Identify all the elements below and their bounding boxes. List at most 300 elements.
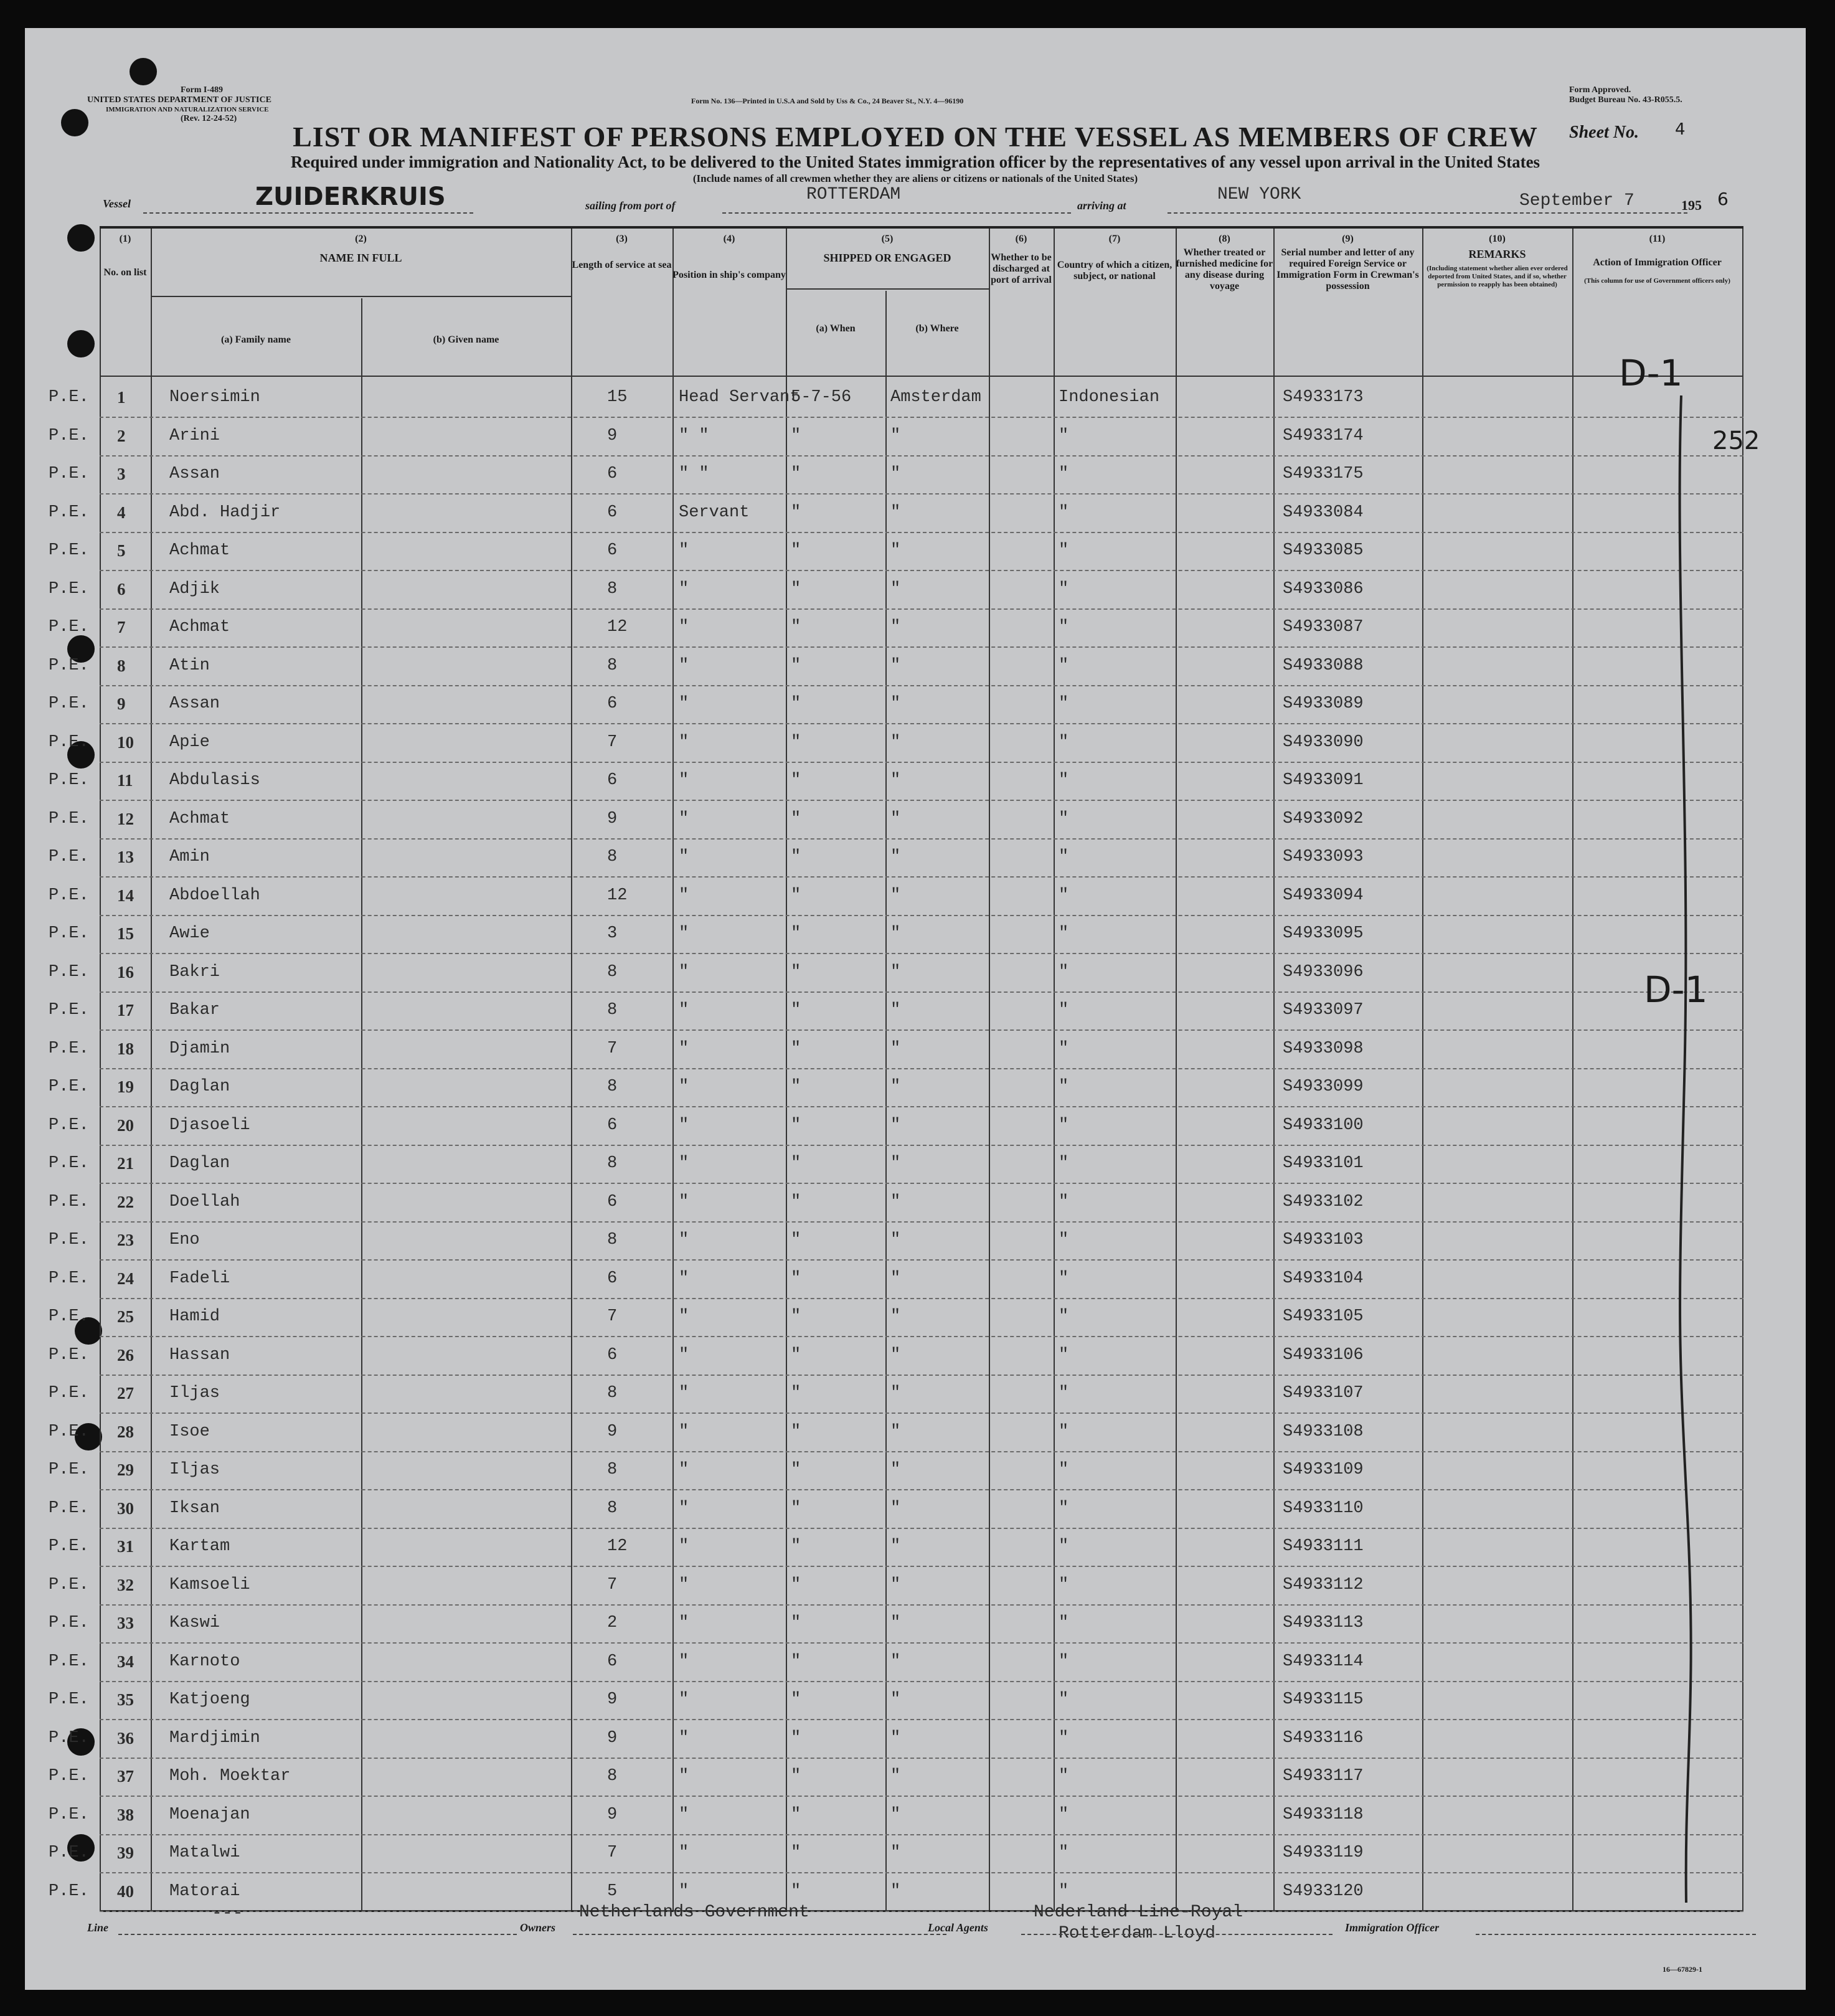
position: " (679, 962, 689, 982)
serial-number: S4933086 (1283, 579, 1364, 599)
table-row (49, 1221, 1743, 1261)
shipped-where: " (890, 1077, 901, 1096)
service-length: 8 (607, 1384, 618, 1403)
vessel-name: ZUIDERKRUIS (255, 182, 446, 211)
serial-number: S4933100 (1283, 1115, 1364, 1135)
shipped-when: " (791, 962, 801, 982)
col-where-header: (b) Where (915, 323, 959, 334)
row-number: 28 (117, 1422, 134, 1441)
family-name: Atin (169, 656, 210, 675)
officer-label: Immigration Officer (1345, 1921, 1440, 1934)
family-name: Katjoeng (169, 1690, 250, 1709)
row-number: 23 (117, 1231, 134, 1249)
position: " " (679, 426, 709, 445)
row-number: 15 (117, 924, 134, 943)
shipped-where: Amsterdam (890, 388, 981, 407)
country: " (1059, 1690, 1069, 1709)
serial-number: S4933089 (1283, 694, 1364, 713)
shipped-where: " (890, 1154, 901, 1173)
row-prefix: P.E. (49, 886, 89, 905)
country: " (1059, 809, 1069, 828)
serial-number: S4933108 (1283, 1422, 1364, 1441)
position: Servant (679, 503, 750, 522)
row-prefix: P.E. (49, 1843, 89, 1862)
table-row (49, 646, 1743, 686)
shipped-where: " (890, 1843, 901, 1862)
table-row (49, 1489, 1743, 1529)
table-row (49, 684, 1743, 724)
shipped-when: " (791, 541, 801, 560)
serial-number: S4933118 (1283, 1805, 1364, 1824)
position: " (679, 1345, 689, 1365)
position: " (679, 1077, 689, 1096)
agents-label: Local Agents (928, 1921, 988, 1934)
country: " (1059, 1115, 1069, 1135)
col-no-header: (1) No. on list (103, 234, 147, 278)
col-action-header: (11) Action of Immigration Officer (This column for use of Government officers only) (1584, 234, 1730, 285)
shipped-when: " (791, 656, 801, 675)
row-prefix: P.E. (49, 1192, 89, 1211)
agents-line2: Rotterdam Lloyd (1059, 1924, 1216, 1943)
table-row (49, 1872, 1743, 1912)
service-length: 12 (607, 618, 628, 637)
position: " " (679, 465, 709, 483)
serial-number: S4933104 (1283, 1269, 1364, 1288)
row-prefix: P.E. (49, 1575, 89, 1594)
serial-number: S4933112 (1283, 1575, 1364, 1594)
service-length: 8 (607, 1077, 618, 1096)
shipped-when: " (791, 579, 801, 599)
d1-annotation-top: D-1 (1619, 352, 1683, 394)
service-length: 6 (607, 1115, 618, 1135)
row-prefix: P.E. (49, 809, 89, 828)
family-name: Achmat (169, 809, 230, 828)
service-length: 6 (607, 541, 618, 560)
country: " (1059, 848, 1069, 866)
shipped-where: " (890, 1231, 901, 1249)
row-prefix: P.E. (49, 771, 89, 790)
position: " (679, 1460, 689, 1479)
position: " (679, 1728, 689, 1748)
serial-number: S4933096 (1283, 962, 1364, 982)
shipped-where: " (890, 579, 901, 599)
shipped-when: " (791, 1690, 801, 1709)
port-from-line (722, 212, 1071, 214)
country: " (1059, 1422, 1069, 1441)
serial-number: S4933103 (1283, 1231, 1364, 1249)
country: " (1059, 732, 1069, 752)
table-row (49, 1374, 1743, 1414)
col-remarks-header: (10) REMARKS (Including statement whether alien ever ordered deported from United States, and if so, whether permission to reapply has been obtained) (1427, 234, 1568, 288)
vessel-label: Vessel (103, 197, 131, 210)
table-row (49, 608, 1743, 648)
row-prefix: P.E. (49, 618, 89, 637)
budget-bureau: Budget Bureau No. 43-R055.5. (1569, 95, 1682, 105)
row-prefix: P.E. (49, 694, 89, 713)
service-length: 15 (607, 388, 628, 407)
shipped-where: " (890, 771, 901, 790)
shipped-when: " (791, 1307, 801, 1326)
page-subtitle: Required under immigration and Nationality Act, to be delivered to the United States immigration officer by the representatives of any vessel upon arrival in the United States (290, 153, 1540, 171)
country: " (1059, 656, 1069, 675)
row-prefix: P.E. (49, 1269, 89, 1288)
table-row (49, 723, 1743, 763)
row-number: 29 (117, 1460, 134, 1479)
row-prefix: P.E. (49, 1077, 89, 1096)
row-number: 40 (117, 1881, 134, 1901)
port-from: ROTTERDAM (806, 185, 901, 204)
row-number: 12 (117, 809, 134, 828)
position: " (679, 1537, 689, 1556)
page-title: LIST OR MANIFEST OF PERSONS EMPLOYED ON THE VESSEL AS MEMBERS OF CREW (293, 121, 1538, 153)
family-name: Iksan (169, 1498, 220, 1518)
position: " (679, 1307, 689, 1326)
position: Head Servant (679, 388, 800, 407)
row-number: 32 (117, 1575, 134, 1594)
country: " (1059, 1154, 1069, 1173)
row-prefix: P.E. (49, 732, 89, 752)
serial-number: S4933087 (1283, 618, 1364, 637)
row-number: 25 (117, 1307, 134, 1326)
col-given-name-header: (b) Given name (433, 334, 499, 345)
row-prefix: P.E. (49, 1614, 89, 1632)
col-serial-header: (9) Serial number and letter of any required Foreign Service or Immigration Form in Crewman's possession (1276, 234, 1419, 291)
serial-number: S4933173 (1283, 388, 1364, 407)
position: " (679, 924, 689, 943)
row-prefix: P.E. (49, 1307, 89, 1326)
service-length: 7 (607, 1307, 618, 1326)
shipped-where: " (890, 886, 901, 905)
table-row (49, 570, 1743, 610)
service-length: 9 (607, 809, 618, 828)
shipped-where: " (890, 426, 901, 445)
row-number: 3 (117, 465, 126, 483)
table-row (49, 876, 1743, 916)
country: " (1059, 1077, 1069, 1096)
shipped-where: " (890, 1001, 901, 1020)
service-length: 8 (607, 962, 618, 982)
serial-number: S4933116 (1283, 1728, 1364, 1748)
row-number: 33 (117, 1614, 134, 1632)
col-shipped-header: (5) SHIPPED OR ENGAGED (823, 234, 951, 264)
shipped-when: " (791, 1843, 801, 1862)
shipped-when: " (791, 694, 801, 713)
family-name: Kartam (169, 1537, 230, 1556)
shipped-where: " (890, 1767, 901, 1786)
col-service-header: (3) Length of service at sea (572, 234, 672, 270)
row-number: 1 (117, 388, 126, 407)
service-length: 7 (607, 1039, 618, 1058)
table-row (49, 1067, 1743, 1107)
table-row (49, 800, 1743, 840)
shipped-where: " (890, 465, 901, 483)
agents-rule (1021, 1934, 1333, 1935)
table-row (49, 1413, 1743, 1452)
position: " (679, 1384, 689, 1403)
table-row (49, 1757, 1743, 1797)
table-row (49, 1796, 1743, 1835)
shipped-where: " (890, 1422, 901, 1441)
family-name: Moh. Moektar (169, 1767, 291, 1786)
position: " (679, 848, 689, 866)
shipped-when: " (791, 1154, 801, 1173)
serial-number: S4933101 (1283, 1154, 1364, 1173)
row-prefix: P.E. (49, 656, 89, 675)
table-row (49, 378, 1743, 418)
country: " (1059, 1652, 1069, 1671)
service-length: 9 (607, 1690, 618, 1709)
serial-number: S4933094 (1283, 886, 1364, 905)
shipped-where: " (890, 1537, 901, 1556)
service-length: 12 (607, 886, 628, 905)
department: UNITED STATES DEPARTMENT OF JUSTICE (87, 95, 271, 105)
service-length: 8 (607, 1767, 618, 1786)
row-number: 11 (117, 771, 133, 790)
punch-hole (67, 330, 95, 357)
family-name: Hassan (169, 1345, 230, 1365)
family-name: Iljas (169, 1460, 220, 1479)
service-length: 8 (607, 848, 618, 866)
col-position-header: (4) Position in ship's company (672, 234, 786, 280)
family-name: Daglan (169, 1077, 230, 1096)
row-number: 35 (117, 1690, 134, 1709)
shipped-where: " (890, 848, 901, 866)
shipped-where: " (890, 503, 901, 522)
serial-number: S4933175 (1283, 465, 1364, 483)
row-prefix: P.E. (49, 1652, 89, 1671)
service-length: 12 (607, 1537, 628, 1556)
serial-number: S4933084 (1283, 503, 1364, 522)
family-name: Isoe (169, 1422, 210, 1441)
family-name: Doellah (169, 1192, 240, 1211)
service-length: 2 (607, 1614, 618, 1632)
family-name: Bakar (169, 1001, 220, 1020)
service-length: 7 (607, 732, 618, 752)
page-subnote: (Include names of all crewmen whether they are aliens or citizens or nationals of the United States) (692, 173, 1138, 184)
col-discharged-header: (6) Whether to be discharged at port of arrival (991, 234, 1052, 285)
shipped-where: " (890, 618, 901, 637)
shipped-when: " (791, 1767, 801, 1786)
arrival-date: September 7 (1519, 191, 1635, 211)
family-name: Kaswi (169, 1614, 220, 1632)
country: " (1059, 426, 1069, 445)
print-code: 16—67829-1 (1663, 1965, 1702, 1974)
shipped-where: " (890, 1345, 901, 1365)
shipped-where: " (890, 1039, 901, 1058)
country: " (1059, 1498, 1069, 1518)
country: " (1059, 1805, 1069, 1824)
shipped-when: " (791, 1231, 801, 1249)
row-prefix: P.E. (49, 465, 89, 483)
family-name: Achmat (169, 618, 230, 637)
table-row (49, 761, 1743, 801)
row-number: 7 (117, 618, 126, 637)
row-prefix: P.E. (49, 1345, 89, 1365)
shipped-when: " (791, 848, 801, 866)
shipped-when: " (791, 1728, 801, 1748)
manifest-sheet (25, 28, 1806, 1990)
service-length: 8 (607, 1460, 618, 1479)
year-prefix: 195 (1681, 197, 1702, 213)
date-line (1469, 212, 1687, 214)
row-number: 19 (117, 1077, 134, 1096)
row-number: 34 (117, 1652, 134, 1671)
form-approved: Form Approved. (1569, 85, 1631, 95)
position: " (679, 1115, 689, 1135)
family-name: Djasoeli (169, 1115, 250, 1135)
country: " (1059, 886, 1069, 905)
serial-number: S4933106 (1283, 1345, 1364, 1365)
row-prefix: P.E. (49, 1690, 89, 1709)
row-prefix: P.E. (49, 1460, 89, 1479)
row-prefix: P.E. (49, 1422, 89, 1441)
table-row (49, 1566, 1743, 1606)
shipped-when: " (791, 886, 801, 905)
family-name: Eno (169, 1231, 200, 1249)
arriving-label: arriving at (1077, 199, 1126, 212)
table-row (49, 914, 1743, 954)
row-number: 18 (117, 1039, 134, 1058)
row-number: 20 (117, 1115, 134, 1135)
shipped-when: " (791, 618, 801, 637)
country: " (1059, 1537, 1069, 1556)
port-to: NEW YORK (1217, 185, 1301, 204)
position: " (679, 1422, 689, 1441)
service-length: 8 (607, 1154, 618, 1173)
table-row (49, 1604, 1743, 1644)
serial-number: S4933099 (1283, 1077, 1364, 1096)
row-prefix: P.E. (49, 1728, 89, 1748)
shipped-when: " (791, 1652, 801, 1671)
row-prefix: P.E. (49, 1537, 89, 1556)
serial-number: S4933090 (1283, 732, 1364, 752)
table-row (49, 417, 1743, 457)
country: " (1059, 924, 1069, 943)
country: " (1059, 503, 1069, 522)
shipped-when: " (791, 465, 801, 483)
table-row (49, 1259, 1743, 1299)
country: " (1059, 1460, 1069, 1479)
row-prefix: P.E. (49, 1498, 89, 1518)
table-row (49, 1834, 1743, 1873)
row-prefix: P.E. (49, 924, 89, 943)
col-family-name-header: (a) Family name (221, 334, 291, 345)
col-name-header: (2) NAME IN FULL (319, 234, 402, 264)
country: " (1059, 1384, 1069, 1403)
position: " (679, 1881, 689, 1901)
sheet-number: 4 (1675, 120, 1686, 139)
row-prefix: P.E. (49, 1154, 89, 1173)
country: " (1059, 1614, 1069, 1632)
table-row (49, 838, 1743, 878)
country: " (1059, 962, 1069, 982)
table-row (49, 953, 1743, 993)
table-row (49, 1336, 1743, 1376)
line-value: --- (212, 1904, 243, 1923)
table-row (49, 1642, 1743, 1682)
port-to-line (1168, 212, 1466, 214)
row-number: 9 (117, 694, 126, 713)
serial-number: S4933091 (1283, 771, 1364, 790)
position: " (679, 1231, 689, 1249)
row-prefix: P.E. (49, 1115, 89, 1135)
country: " (1059, 1728, 1069, 1748)
shipped-where: " (890, 1728, 901, 1748)
position: " (679, 1614, 689, 1632)
service-length: 6 (607, 771, 618, 790)
shipped-when: " (791, 1614, 801, 1632)
family-name: Adjik (169, 579, 220, 599)
row-number: 13 (117, 848, 134, 866)
country: " (1059, 618, 1069, 637)
service-length: 6 (607, 465, 618, 483)
row-number: 8 (117, 656, 126, 675)
service-length: 8 (607, 1231, 618, 1249)
row-prefix: P.E. (49, 541, 89, 560)
sailing-label: sailing from port of (585, 199, 676, 212)
family-name: Matalwi (169, 1843, 240, 1862)
country: " (1059, 1307, 1069, 1326)
serial-number: S4933114 (1283, 1652, 1364, 1671)
shipped-when: " (791, 1345, 801, 1365)
position: " (679, 1843, 689, 1862)
table-row (49, 455, 1743, 495)
serial-number: S4933097 (1283, 1001, 1364, 1020)
shipped-where: " (890, 656, 901, 675)
shipped-when: 5-7-56 (791, 388, 852, 407)
col-country-header: (7) Country of which a citizen, subject, or national (1057, 234, 1172, 282)
shipped-where: " (890, 962, 901, 982)
service-length: 7 (607, 1575, 618, 1594)
shipped-when: " (791, 1001, 801, 1020)
table-row (49, 991, 1743, 1031)
serial-number: S4933113 (1283, 1614, 1364, 1632)
d1-annotation-mid: D-1 (1644, 968, 1708, 1011)
shipped-when: " (791, 1115, 801, 1135)
serial-number: S4933120 (1283, 1881, 1364, 1901)
row-prefix: P.E. (49, 1881, 89, 1901)
row-number: 2 (117, 426, 126, 445)
row-prefix: P.E. (49, 1001, 89, 1020)
family-name: Apie (169, 732, 210, 752)
shipped-when: " (791, 924, 801, 943)
shipped-where: " (890, 1652, 901, 1671)
service-length: 6 (607, 1345, 618, 1365)
service-length: 8 (607, 1001, 618, 1020)
revision: (Rev. 12-24-52) (181, 114, 237, 123)
row-prefix: P.E. (49, 1231, 89, 1249)
row-number: 10 (117, 732, 134, 752)
line-rule (118, 1934, 517, 1935)
service-length: 5 (607, 1881, 618, 1901)
serial-number: S4933117 (1283, 1767, 1364, 1786)
shipped-when: " (791, 1805, 801, 1824)
shipped-when: " (791, 503, 801, 522)
country: " (1059, 1231, 1069, 1249)
punch-hole (67, 224, 95, 252)
family-name: Mardjimin (169, 1728, 260, 1748)
position: " (679, 1498, 689, 1518)
row-prefix: P.E. (49, 962, 89, 982)
shipped-when: " (791, 1039, 801, 1058)
service-length: 6 (607, 1652, 618, 1671)
position: " (679, 732, 689, 752)
row-prefix: P.E. (49, 1384, 89, 1403)
row-number: 22 (117, 1192, 134, 1211)
shipped-where: " (890, 924, 901, 943)
family-name: Arini (169, 426, 220, 445)
shipped-where: " (890, 1881, 901, 1901)
